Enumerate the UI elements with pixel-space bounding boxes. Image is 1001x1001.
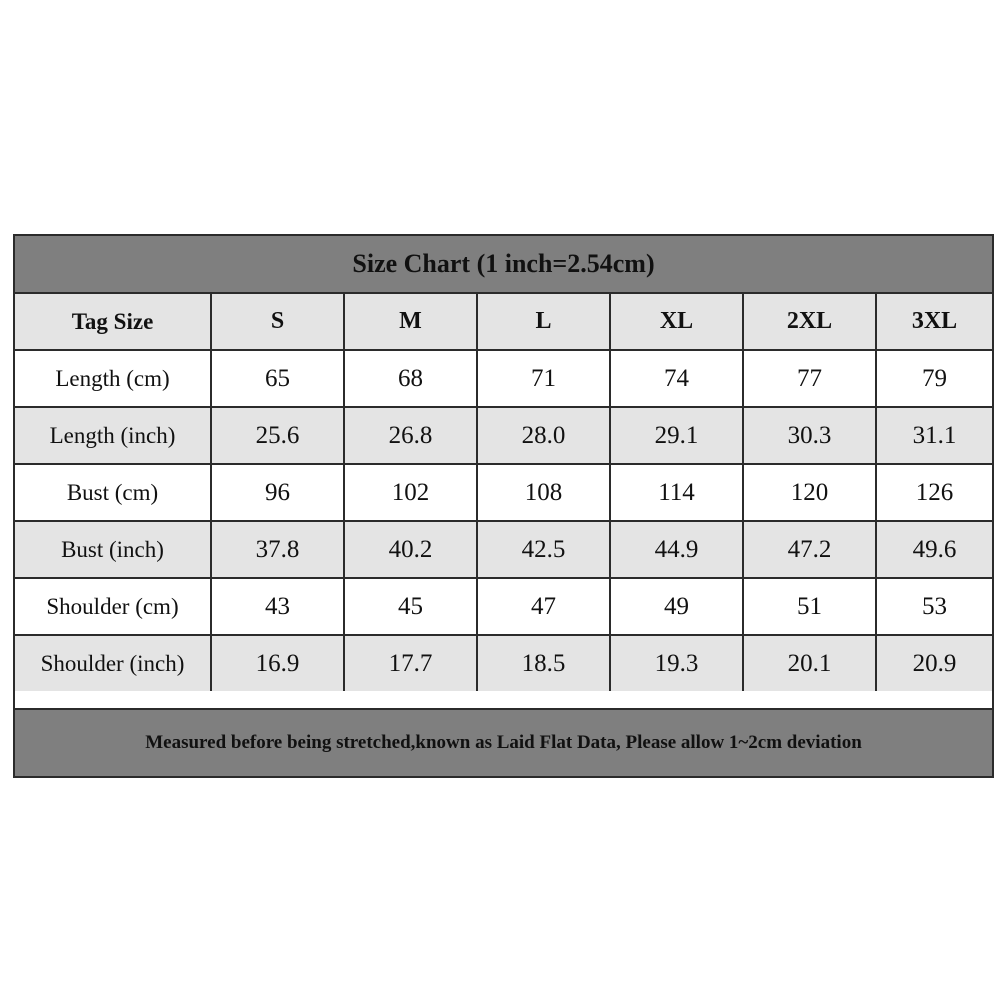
table-cell: 49 <box>610 578 743 635</box>
table-cell: 42.5 <box>477 521 610 578</box>
table-row-shoulder-inch <box>15 635 992 691</box>
table-cell: 47.2 <box>743 521 876 578</box>
table-cell: 102 <box>344 464 477 521</box>
table-row-bust-cm <box>15 464 992 521</box>
header-cell-xl: XL <box>610 294 743 350</box>
table-row-length-cm <box>15 350 992 407</box>
table-cell: 51 <box>743 578 876 635</box>
table-cell: 43 <box>211 578 344 635</box>
table-cell: 20.9 <box>876 635 992 691</box>
table-row-bust-inch <box>15 521 992 578</box>
header-cell-l: L <box>477 294 610 350</box>
table-cell: 28.0 <box>477 407 610 464</box>
row-label: Shoulder (inch) <box>15 635 211 691</box>
table-cell: 44.9 <box>610 521 743 578</box>
table-cell: 74 <box>610 350 743 407</box>
table-cell: 114 <box>610 464 743 521</box>
measurement-note: Measured before being stretched,known as Laid Flat Data, Please allow 1~2cm deviation <box>15 708 992 776</box>
table-cell: 30.3 <box>743 407 876 464</box>
table-cell: 26.8 <box>344 407 477 464</box>
table-row-length-inch <box>15 407 992 464</box>
table-cell: 20.1 <box>743 635 876 691</box>
table-cell: 68 <box>344 350 477 407</box>
size-chart-title: Size Chart (1 inch=2.54cm) <box>15 236 992 294</box>
table-cell: 96 <box>211 464 344 521</box>
table-cell: 19.3 <box>610 635 743 691</box>
header-cell-2xl: 2XL <box>743 294 876 350</box>
header-cell-m: M <box>344 294 477 350</box>
table-cell: 77 <box>743 350 876 407</box>
table-cell: 71 <box>477 350 610 407</box>
table-header-row <box>15 294 992 350</box>
table-cell: 17.7 <box>344 635 477 691</box>
row-label: Bust (inch) <box>15 521 211 578</box>
row-label: Length (cm) <box>15 350 211 407</box>
table-cell: 31.1 <box>876 407 992 464</box>
table-cell: 37.8 <box>211 521 344 578</box>
header-cell-tag-size: Tag Size <box>15 294 211 350</box>
table-cell: 108 <box>477 464 610 521</box>
table-cell: 65 <box>211 350 344 407</box>
row-label: Shoulder (cm) <box>15 578 211 635</box>
table-cell: 126 <box>876 464 992 521</box>
table-cell: 47 <box>477 578 610 635</box>
row-label: Bust (cm) <box>15 464 211 521</box>
table-cell: 29.1 <box>610 407 743 464</box>
table-row-shoulder-cm <box>15 578 992 635</box>
table-cell: 16.9 <box>211 635 344 691</box>
table-cell: 40.2 <box>344 521 477 578</box>
header-cell-3xl: 3XL <box>876 294 992 350</box>
row-label: Length (inch) <box>15 407 211 464</box>
size-chart <box>13 234 994 778</box>
table-cell: 120 <box>743 464 876 521</box>
table-cell: 79 <box>876 350 992 407</box>
table-cell: 25.6 <box>211 407 344 464</box>
table-cell: 45 <box>344 578 477 635</box>
header-cell-s: S <box>211 294 344 350</box>
table-cell: 53 <box>876 578 992 635</box>
table-cell: 49.6 <box>876 521 992 578</box>
size-table <box>15 294 992 691</box>
table-cell: 18.5 <box>477 635 610 691</box>
